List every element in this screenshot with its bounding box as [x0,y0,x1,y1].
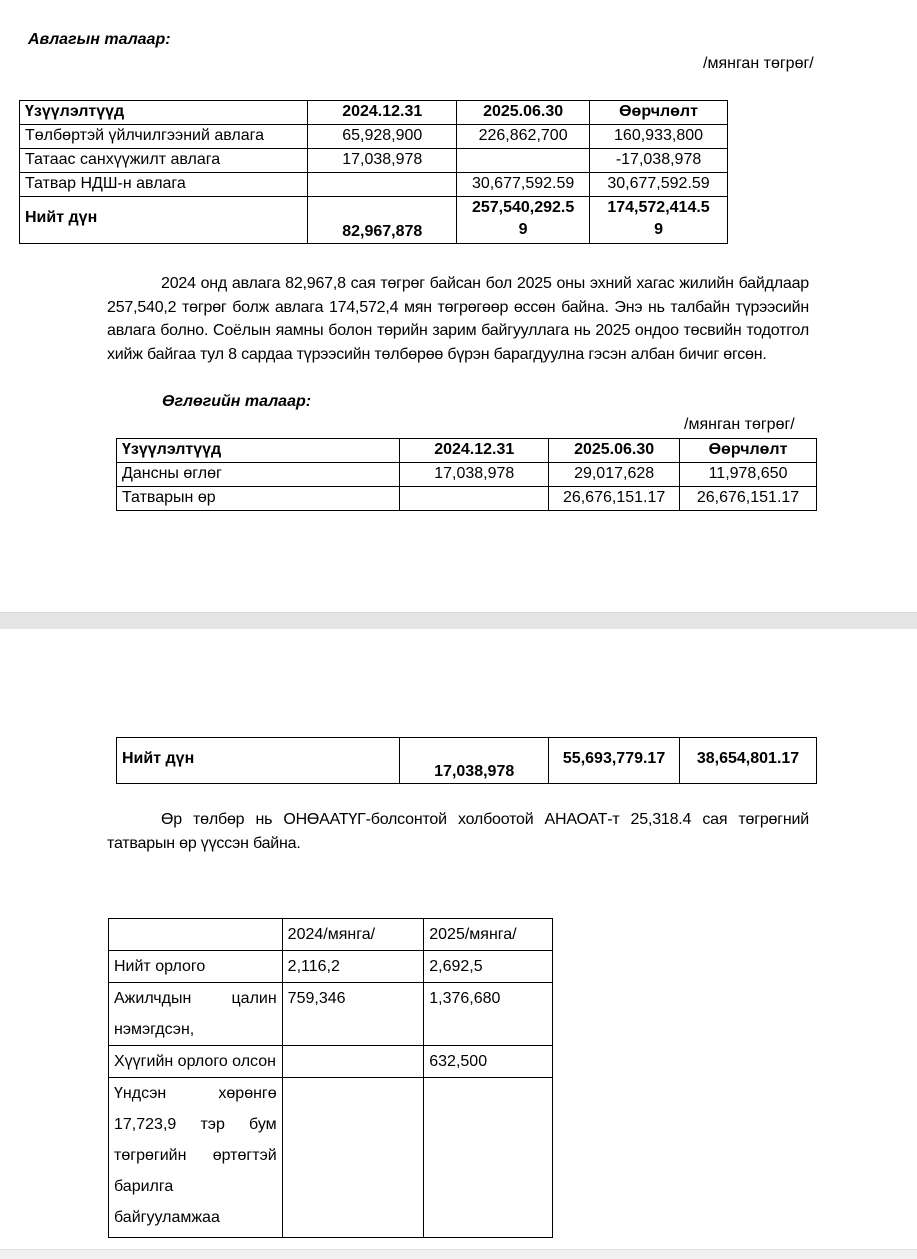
row-label: Татаас санхүүжилт авлага [20,149,308,173]
total-change-line1: 174,572,414.5 [607,199,710,216]
header-cell: 2024/мянга/ [282,919,424,951]
row-label: Үндсэн хөрөнгө 17,723,9 тэр бум төгрөгийн өртөгтэй барилга байгууламжаа [109,1078,283,1238]
total-label: Нийт дүн [20,197,308,244]
income-table [108,918,553,1238]
total-2025-line1: 257,540,292.5 [471,199,575,216]
table-row [109,1046,553,1078]
value-cell: 2,116,2 [282,951,424,983]
receivables-table [19,100,728,244]
table-header-row [109,919,553,951]
value-cell [457,149,590,173]
total-2024: 17,038,978 [400,738,549,784]
value-cell [424,1078,553,1238]
total-change-line2: 9 [654,221,663,238]
total-2025: 55,693,779.17 [549,738,680,784]
header-cell: Үзүүлэлтүүд [117,439,400,463]
total-label: Нийт дүн [117,738,400,784]
payables-total-table [116,737,817,784]
table-row [20,173,728,197]
payables-heading: Өглөгийн талаар: [162,393,312,410]
table-row [20,149,728,173]
value-cell: 26,676,151.17 [680,487,817,511]
value-cell: 29,017,628 [549,463,680,487]
value-cell: 30,677,592.59 [590,173,728,197]
header-cell: Өөрчлөлт [590,101,728,125]
value-cell [282,1078,424,1238]
value-cell: 2,692,5 [424,951,553,983]
header-cell: 2024.12.31 [400,439,549,463]
header-cell [109,919,283,951]
value-cell [308,173,457,197]
value-cell: 17,038,978 [308,149,457,173]
value-cell: 11,978,650 [680,463,817,487]
value-cell [400,487,549,511]
row-label: Нийт орлого [109,951,283,983]
value-cell: 65,928,900 [308,125,457,149]
header-cell: 2025.06.30 [457,101,590,125]
value-cell: 632,500 [424,1046,553,1078]
total-row [117,738,817,784]
table-row [109,951,553,983]
receivables-unit: /мянган төгрөг/ [703,55,814,72]
row-label: Төлбөртэй үйлчилгээний авлага [20,125,308,149]
table-row [117,463,817,487]
row-label: Татвар НДШ-н авлага [20,173,308,197]
header-cell: 2024.12.31 [308,101,457,125]
table-row [109,983,553,1046]
total-2025-line2: 9 [518,221,528,238]
row-label: Татварын өр [117,487,400,511]
header-cell: 2025/мянга/ [424,919,553,951]
value-cell: 30,677,592.59 [457,173,590,197]
value-cell: 160,933,800 [590,125,728,149]
total-row [20,197,728,244]
total-change [590,197,728,244]
table-header-row [20,101,728,125]
page-break-gap [0,612,917,629]
row-label: Хүүгийн орлого олсон [109,1046,283,1078]
payables-unit: /мянган төгрөг/ [684,416,795,433]
value-cell [282,1046,424,1078]
receivables-heading: Авлагын талаар: [28,31,171,48]
value-cell: -17,038,978 [590,149,728,173]
value-cell: 759,346 [282,983,424,1046]
value-cell: 17,038,978 [400,463,549,487]
payables-table [116,438,817,511]
header-cell: 2025.06.30 [549,439,680,463]
table-row [109,1078,553,1238]
total-2025 [457,197,590,244]
table-header-row [117,439,817,463]
total-change: 38,654,801.17 [680,738,817,784]
payables-paragraph: Өр төлбөр нь ОНӨААТҮГ-болсонтой холбоотой АНАОАТ-т 25,318.4 сая төгрөгний татварын өр үүссэн байна. [107,811,809,852]
row-label: Дансны өглөг [117,463,400,487]
table-row [20,125,728,149]
header-cell: Өөрчлөлт [680,439,817,463]
table-row [117,487,817,511]
value-cell: 1,376,680 [424,983,553,1046]
header-cell: Үзүүлэлтүүд [20,101,308,125]
row-label: Ажилчдын цалин нэмэгдсэн, [109,983,283,1046]
receivables-paragraph: 2024 онд авлага 82,967,8 сая төгрөг байсан бол 2025 оны эхний хагас жилийн байдлаар 257,540,2 төгрөг болж авлага 174,572,4 мян төгрөгөөр өссөн байна. Энэ нь талбайн түрээсийн авлага болно. Соёлын яамны болон төрийн зарим байгууллага нь 2025 ондоо төсвийн тодотгол хийж байгаа тул 8 сардаа түрээсийн төлбөрөө бүрэн барагдуулна гэсэн албан бичиг өгсөн. [107,275,809,363]
value-cell: 26,676,151.17 [549,487,680,511]
total-2024: 82,967,878 [308,197,457,244]
value-cell: 226,862,700 [457,125,590,149]
